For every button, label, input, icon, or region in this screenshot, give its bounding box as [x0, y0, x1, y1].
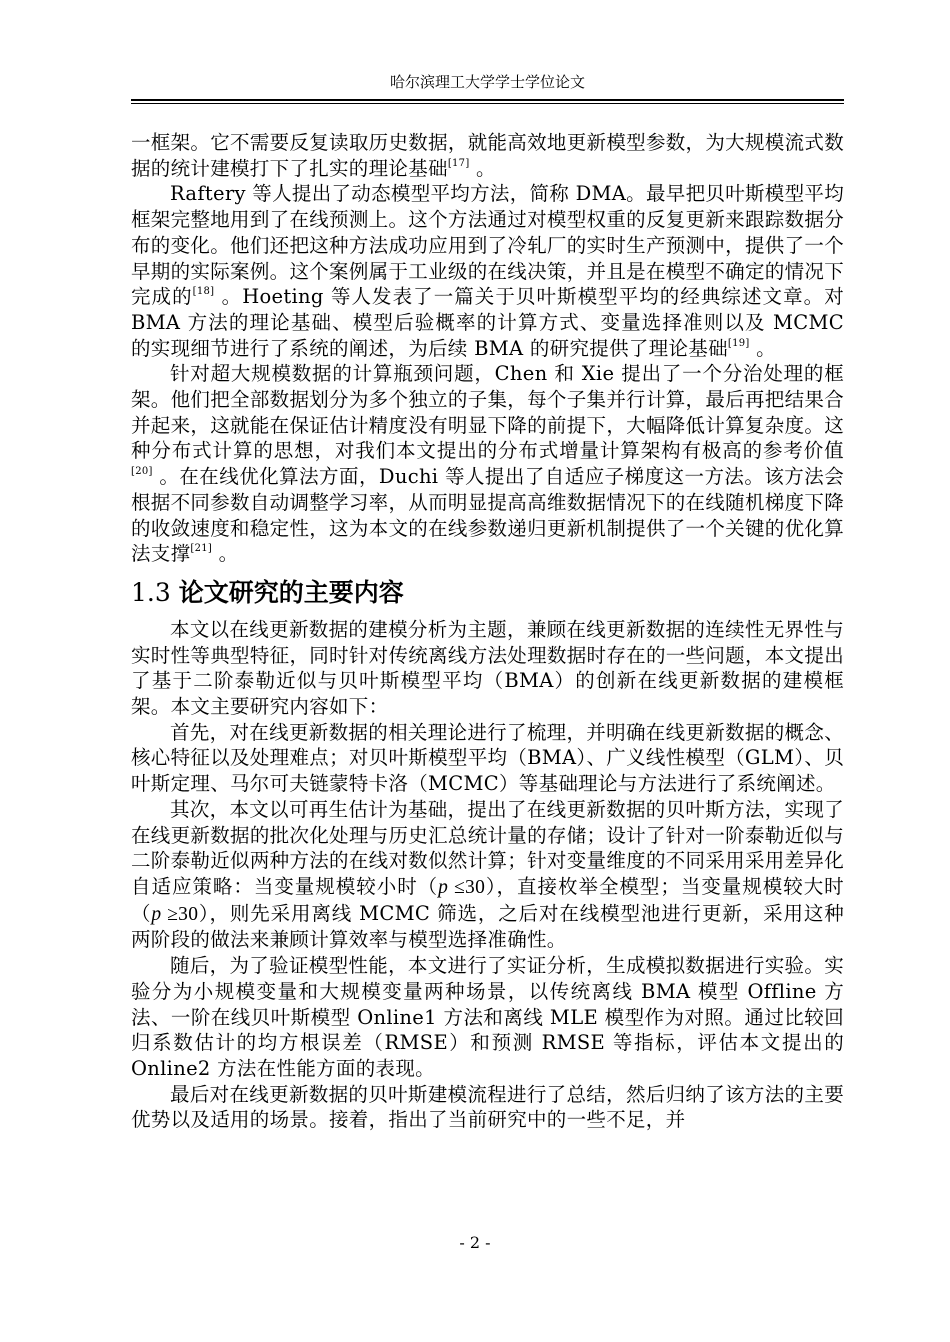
paragraph-dma: Raftery 等人提出了动态模型平均方法，简称 DMA。最早把贝叶斯模型平均框架完整地用到了在线预测上。这个方法通过对模型权重的反复更新来跟踪数据分布的变化。他们还把这种方法成功应用到了冷轧厂的实时生产预测中，提供了一个早期的实际案例。这个案例属于工业级的在线决策，并且是在模型不确定的情况下完成的[18] 。Hoeting 等人发表了一篇关于贝叶斯模型平均的经典综述文章。对 BMA 方法的理论基础、模型后验概率的计算方式、变量选择准则以及 MCMC 的实现细节进行了系统的阐述，为后续 BMA 的研究提供了理论基础[19] 。	[131, 182, 844, 360]
running-header: 哈尔滨理工大学学士学位论文	[389, 73, 585, 91]
math-expression: p ≥30	[151, 903, 199, 925]
citation-ref: [18]	[192, 286, 215, 298]
header-rule-thick	[131, 99, 844, 101]
citation-ref: [21]	[190, 543, 213, 555]
paragraph-continued: 一框架。它不需要反复读取历史数据，就能高效地更新模型参数，为大规模流式数据的统计建模打下了扎实的理论基础[17] 。	[131, 131, 844, 180]
math-expression: p ≤30	[438, 876, 486, 898]
paragraph-divide-conquer: 针对超大规模数据的计算瓶颈问题，Chen 和 Xie 提出了一个分治处理的框架。他们把全部数据划分为多个独立的子集，每个子集并行计算，最后再把结果合并起来，这就能在保证估计精度没有明显下降的前提下，大幅降低计算复杂度。这种分布式计算的思想，对我们本文提出的分布式增量计算架构有极高的参考价值[20] 。在在线优化算法方面，Duchi 等人提出了自适应子梯度这一方法。该方法会根据不同参数自动调整学习率，从而明显提高高维数据情况下的在线随机梯度下降的收敛速度和稳定性，这为本文的在线参数递归更新机制提供了一个关键的优化算法支撑[21] 。	[131, 362, 844, 566]
paragraph-finally: 最后对在线更新数据的贝叶斯建模流程进行了总结，然后归纳了该方法的主要优势以及适用的场景。接着，指出了当前研究中的一些不足，并	[131, 1082, 844, 1132]
citation-ref: [19]	[727, 337, 750, 349]
citation-ref: [17]	[447, 157, 470, 169]
header-rule-thin	[131, 103, 844, 104]
paragraph-then: 随后，为了验证模型性能，本文进行了实证分析，生成模拟数据进行实验。实验分为小规模变量和大规模变量两种场景，以传统离线 BMA 模型 Offline 方法、一阶在线贝叶斯模型 Online1 方法和离线 MLE 模型作为对照。通过比较回归系数估计的均方根误差（RMSE）和预测 RMSE 等指标，评估本文提出的 Online2 方法在性能方面的表现。	[131, 954, 844, 1080]
paragraph-first: 首先，对在线更新数据的相关理论进行了梳理，并明确在线更新数据的概念、核心特征以及处理难点；对贝叶斯模型平均（BMA）、广义线性模型（GLM）、贝叶斯定理、马尔可夫链蒙特卡洛（MCMC）等基础理论与方法进行了系统阐述。	[131, 720, 844, 796]
citation-ref: [20]	[131, 466, 153, 478]
paragraph-intro: 本文以在线更新数据的建模分析为主题，兼顾在线更新数据的连续性无界性与实时性等典型特征，同时针对传统离线方法处理数据时存在的一些问题，本文提出了基于二阶泰勒近似与贝叶斯模型平均（BMA）的创新在线更新数据的建模框架。本文主要研究内容如下：	[131, 617, 844, 719]
page-body	[131, 130, 844, 1133]
section-title: 论文研究的主要内容	[178, 577, 404, 607]
page-number: - 2 -	[459, 1233, 491, 1252]
section-number: 1.3	[131, 577, 171, 607]
paragraph-second: 其次，本文以可再生估计为基础，提出了在线更新数据的贝叶斯方法，实现了在线更新数据的批次化处理与历史汇总统计量的存储；设计了针对一阶泰勒近似与二阶泰勒近似两种方法的在线对数似然计算；针对变量维度的不同采用采用差异化自适应策略：当变量规模较小时（p ≤30），直接枚举全模型；当变量规模较大时（p ≥30），则先采用离线 MCMC 筛选，之后对在线模型池进行更新，采用这种两阶段的做法来兼顾计算效率与模型选择准确性。	[131, 797, 844, 952]
section-heading	[131, 575, 844, 611]
